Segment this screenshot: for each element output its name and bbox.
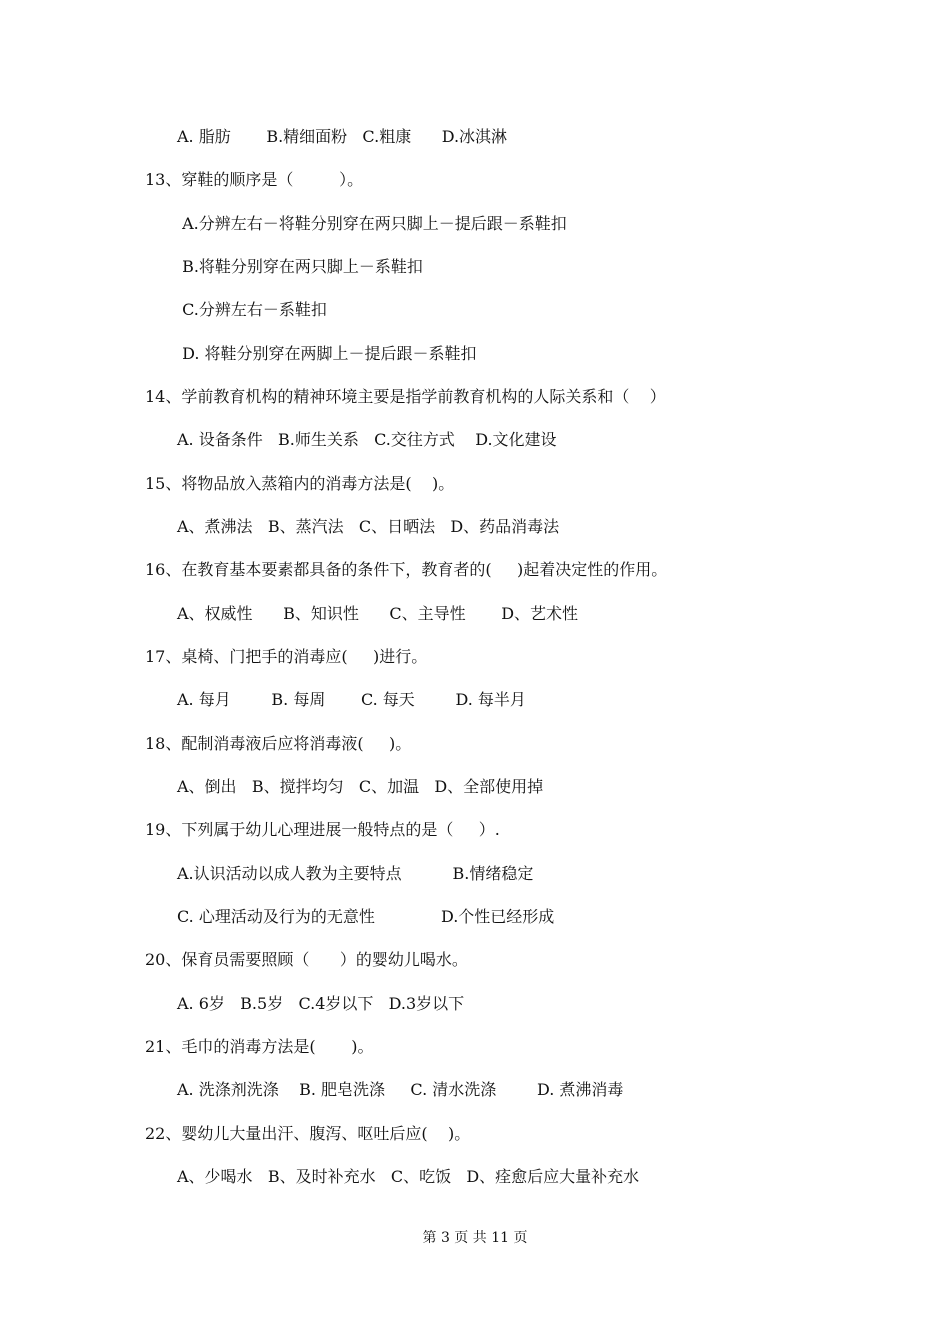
q13-question: 13、穿鞋的顺序是（ ）。	[145, 170, 364, 189]
q15-question: 15、将物品放入蒸箱内的消毒方法是( )。	[145, 474, 455, 493]
q14-options: A. 设备条件 B.师生关系 C.交往方式 D.文化建设	[177, 430, 557, 449]
q13-option-c: C.分辨左右－系鞋扣	[177, 300, 327, 319]
q12-options: A. 脂肪 B.精细面粉 C.粗康 D.冰淇淋	[177, 127, 508, 146]
q13-option-d: D. 将鞋分别穿在两脚上－提后跟－系鞋扣	[177, 344, 477, 363]
q15-options: A、煮沸法 B、蒸汽法 C、日晒法 D、药品消毒法	[177, 517, 560, 536]
q14-question: 14、学前教育机构的精神环境主要是指学前教育机构的人际关系和（ ）	[145, 387, 666, 406]
q17-options: A. 每月 B. 每周 C. 每天 D. 每半月	[177, 690, 526, 709]
q22-options: A、少喝水 B、及时补充水 C、吃饭 D、痊愈后应大量补充水	[177, 1167, 640, 1186]
q19-options-cd: C. 心理活动及行为的无意性 D.个性已经形成	[177, 907, 555, 926]
q16-question: 16、在教育基本要素都具备的条件下，教育者的( )起着决定性的作用。	[145, 560, 668, 579]
q18-question: 18、配制消毒液后应将消毒液( )。	[145, 734, 412, 753]
q20-question: 20、保育员需要照顾（ ）的婴幼儿喝水。	[145, 950, 468, 969]
q19-options-ab: A.认识活动以成人教为主要特点 B.情绪稳定	[177, 864, 534, 883]
page-footer: 第 3 页 共 11 页	[422, 1230, 528, 1246]
q21-options: A. 洗涤剂洗涤 B. 肥皂洗涤 C. 清水洗涤 D. 煮沸消毒	[177, 1080, 624, 1099]
q16-options: A、权威性 B、知识性 C、主导性 D、艺术性	[177, 604, 579, 623]
q13-option-a: A.分辨左右－将鞋分别穿在两只脚上－提后跟－系鞋扣	[177, 214, 567, 233]
q20-options: A. 6岁 B.5岁 C.4岁以下 D.3岁以下	[177, 994, 465, 1013]
q13-option-b: B.将鞋分别穿在两只脚上－系鞋扣	[177, 257, 423, 276]
q22-question: 22、婴幼儿大量出汗、腹泻、呕吐后应( )。	[145, 1124, 471, 1143]
q19-question: 19、下列属于幼儿心理进展一般特点的是（ ）.	[145, 820, 500, 839]
q21-question: 21、毛巾的消毒方法是( )。	[145, 1037, 374, 1056]
q18-options: A、倒出 B、搅拌均匀 C、加温 D、全部使用掉	[177, 777, 544, 796]
q17-question: 17、桌椅、门把手的消毒应( )进行。	[145, 647, 428, 666]
